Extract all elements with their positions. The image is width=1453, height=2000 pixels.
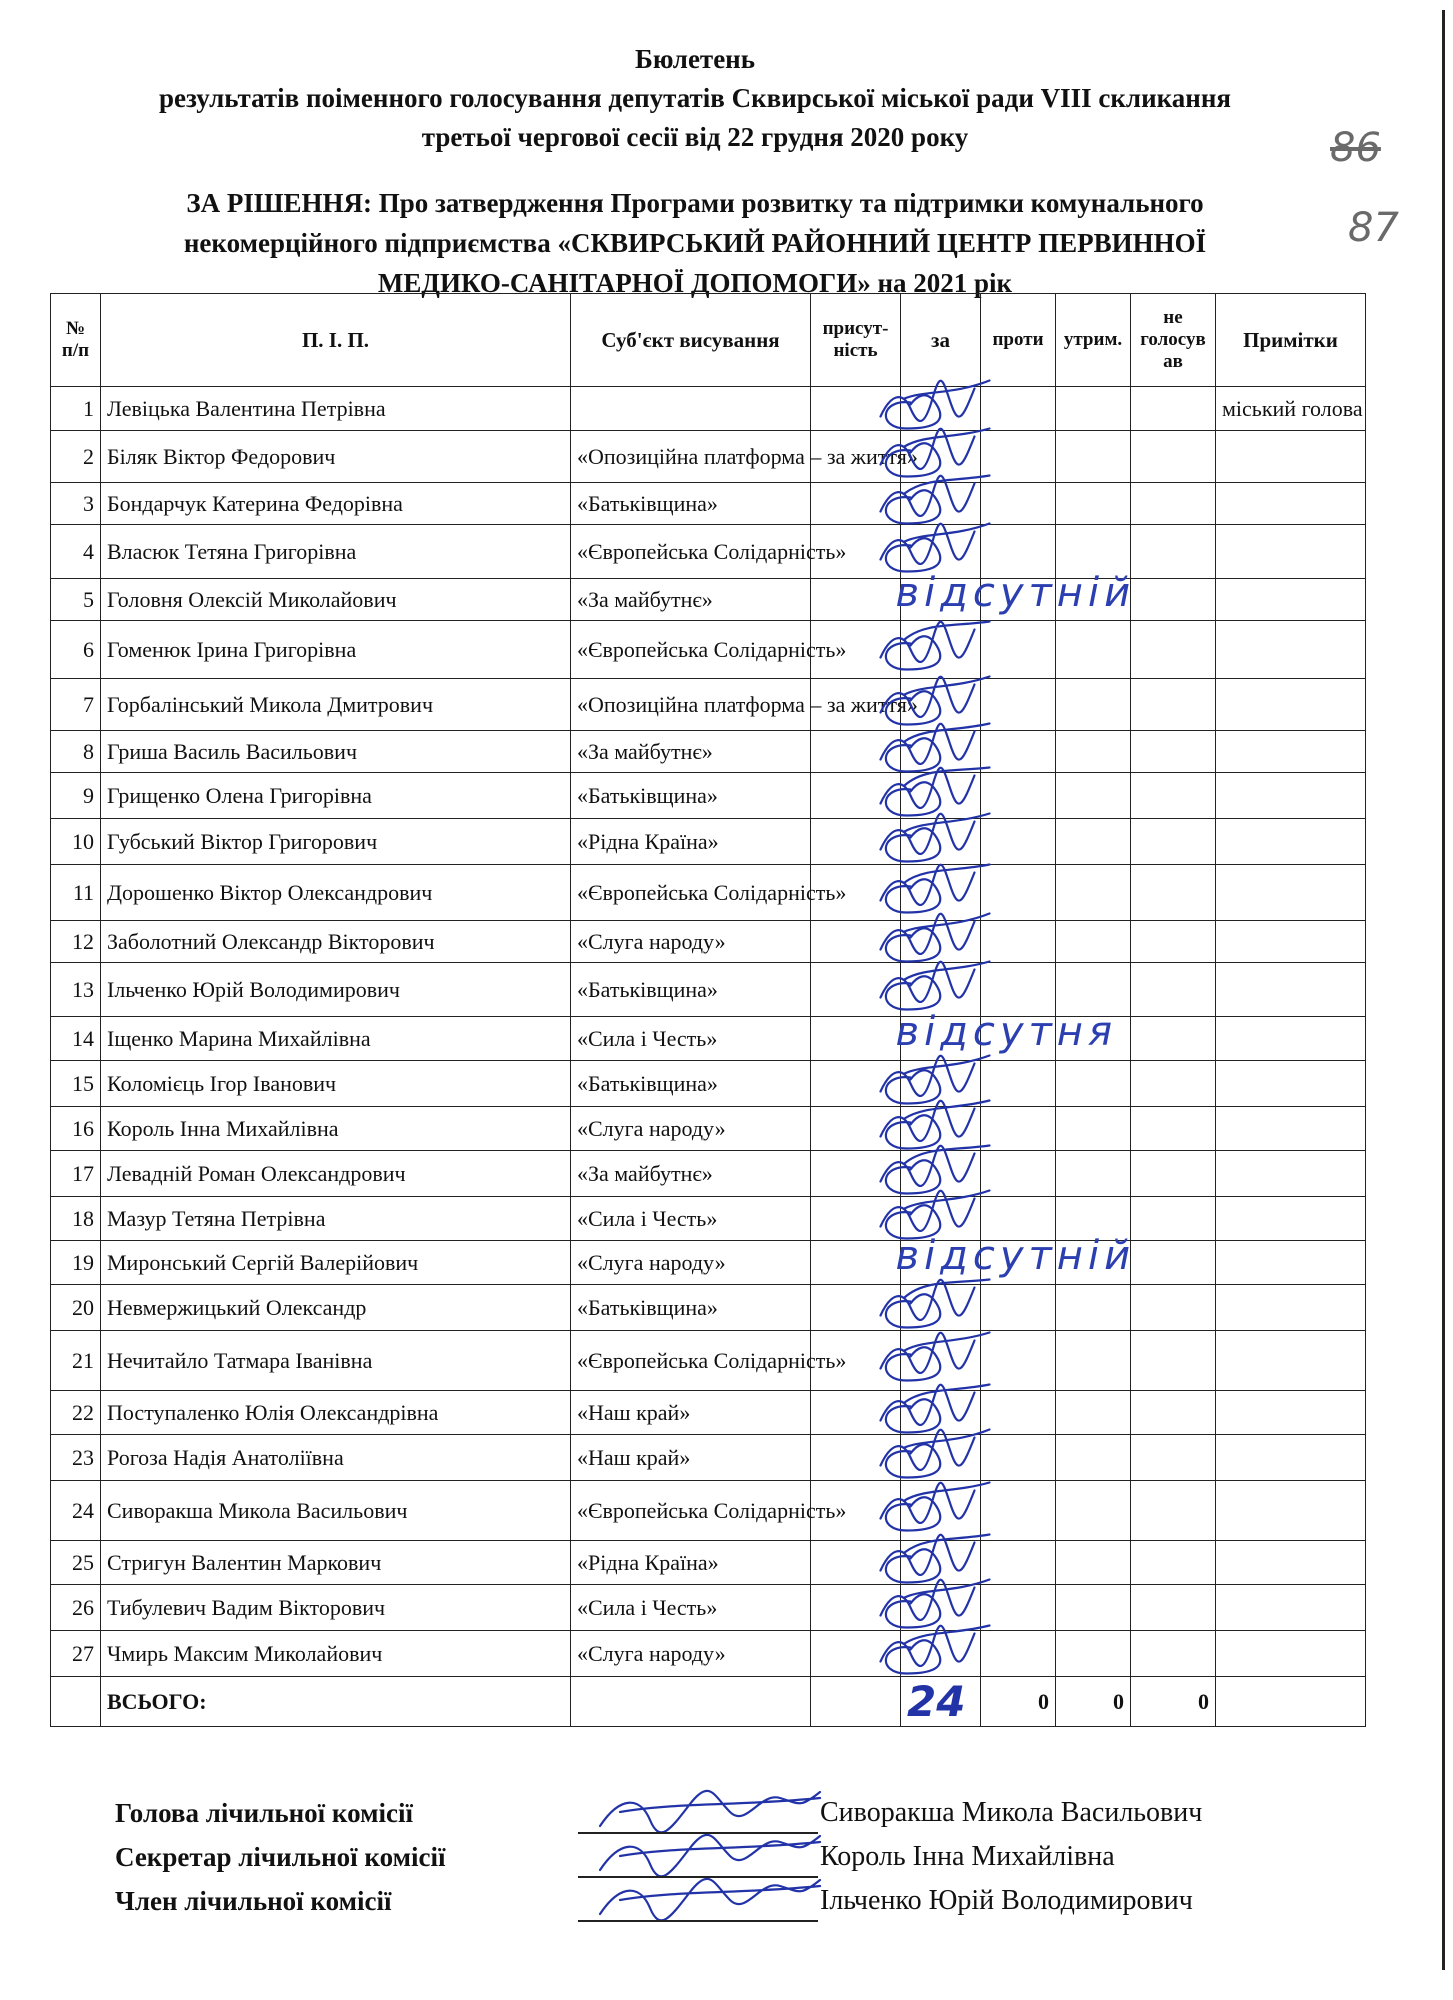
absent-note: відсутня (895, 1008, 1118, 1055)
row-number: 11 (51, 865, 101, 921)
row-number: 6 (51, 621, 101, 679)
deputy-name: Губський Віктор Григорович (101, 819, 571, 865)
subject-line-2: некомерційного підприємства «СКВИРСЬКИЙ РАЙОННИЙ ЦЕНТР ПЕРВИННОЇ (183, 228, 1207, 258)
commission-member-name: Король Інна Михайлівна (820, 1841, 1115, 1872)
deputy-name: Левіцька Валентина Петрівна (101, 387, 571, 431)
deputy-name: Горбалінський Микола Дмитрович (101, 679, 571, 731)
deputy-name: Тибулевич Вадим Вікторович (101, 1585, 571, 1631)
nominating-party: «Слуга народу» (571, 1241, 811, 1285)
subject-line-1: ЗА РІШЕННЯ: Про затвердження Програми розвитку та підтримки комунального (186, 188, 1204, 218)
header-present: присут-ність (811, 294, 901, 387)
row-number: 20 (51, 1285, 101, 1331)
deputy-name: Поступаленко Юлія Олександрівна (101, 1391, 571, 1435)
header-notes: Примітки (1216, 294, 1366, 387)
row-number: 4 (51, 525, 101, 579)
nominating-party: «Європейська Солідарність» (571, 1481, 811, 1541)
nominating-party: «За майбутнє» (571, 1151, 811, 1197)
nominating-party: «Батьківщина» (571, 1285, 811, 1331)
nominating-party: «Батьківщина» (571, 483, 811, 525)
row-number: 19 (51, 1241, 101, 1285)
crossed-page-number: 86 (1330, 125, 1381, 171)
nominating-party: «Слуга народу» (571, 1107, 811, 1151)
commission-member-name: Сиворакша Микола Васильович (820, 1797, 1203, 1828)
commission-member-name: Ільченко Юрій Володимирович (820, 1885, 1193, 1916)
signature-line (578, 1832, 818, 1834)
commission-role: Голова лічильної комісії (115, 1798, 413, 1828)
row-number: 15 (51, 1061, 101, 1107)
absent-note: відсутній (895, 569, 1136, 616)
subject-line-3: МЕДИКО-САНІТАРНОЇ ДОПОМОГИ» на 2021 рік (377, 268, 1013, 298)
deputy-name: Дорошенко Віктор Олександрович (101, 865, 571, 921)
title-line-1: Бюлетень (634, 44, 756, 74)
nominating-party: «За майбутнє» (571, 579, 811, 621)
title-line-2: результатів поіменного голосування депутатів Сквирської міської ради VIII скликання (158, 83, 1232, 113)
header-not-voted: не голосув ав (1131, 294, 1216, 387)
row-number: 14 (51, 1017, 101, 1061)
header-for: за (901, 294, 981, 387)
nominating-party: «Рідна Країна» (571, 1541, 811, 1585)
row-number: 17 (51, 1151, 101, 1197)
deputy-name: Чмирь Максим Миколайович (101, 1631, 571, 1677)
total-against-value: 0 (981, 1677, 1056, 1727)
row-number: 24 (51, 1481, 101, 1541)
row-number: 10 (51, 819, 101, 865)
commission-role: Член лічильної комісії (115, 1886, 392, 1916)
title-line-3: третьої чергової сесії від 22 грудня 2020 року (421, 122, 969, 152)
nominating-party: «Слуга народу» (571, 1631, 811, 1677)
header-against: проти (981, 294, 1056, 387)
row-number: 16 (51, 1107, 101, 1151)
signature-line (578, 1876, 818, 1878)
nominating-party: «Сила і Честь» (571, 1585, 811, 1631)
deputy-name: Король Інна Михайлівна (101, 1107, 571, 1151)
deputy-name: Власюк Тетяна Григорівна (101, 525, 571, 579)
nominating-party: «Опозиційна платформа – за життя» (571, 431, 811, 483)
nominating-party: «Батьківщина» (571, 963, 811, 1017)
deputy-name: Коломієць Ігор Іванович (101, 1061, 571, 1107)
deputy-name: Мазур Тетяна Петрівна (101, 1197, 571, 1241)
row-number: 9 (51, 773, 101, 819)
nominating-party: «Наш край» (571, 1391, 811, 1435)
nominating-party: «Батьківщина» (571, 1061, 811, 1107)
row-number: 25 (51, 1541, 101, 1585)
commission-signature (600, 1791, 820, 1832)
row-number: 26 (51, 1585, 101, 1631)
row-number: 8 (51, 731, 101, 773)
signature-line (578, 1920, 818, 1922)
header-name: П. І. П. (101, 294, 571, 387)
total-for-value: 24 (907, 1677, 966, 1726)
nominating-party: «Слуга народу» (571, 921, 811, 963)
nominating-party: «Європейська Солідарність» (571, 525, 811, 579)
deputy-name: Сиворакша Микола Васильович (101, 1481, 571, 1541)
nominating-party: «Європейська Солідарність» (571, 865, 811, 921)
row-number: 2 (51, 431, 101, 483)
total-label: ВСЬОГО: (101, 1677, 571, 1727)
header-num: № п/п (51, 294, 101, 387)
deputy-name: Рогоза Надія Анатоліївна (101, 1435, 571, 1481)
nominating-party: «Європейська Солідарність» (571, 621, 811, 679)
deputy-name: Головня Олексій Миколайович (101, 579, 571, 621)
row-number: 5 (51, 579, 101, 621)
deputy-name: Стригун Валентин Маркович (101, 1541, 571, 1585)
nominating-party: «Батьківщина» (571, 773, 811, 819)
nominating-party: «Рідна Країна» (571, 819, 811, 865)
commission-role: Секретар лічильної комісії (115, 1842, 446, 1872)
nominating-party: «Опозиційна платформа – за життя» (571, 679, 811, 731)
nominating-party: «Сила і Честь» (571, 1017, 811, 1061)
deputy-name: Грищенко Олена Григорівна (101, 773, 571, 819)
commission-signature (600, 1835, 820, 1876)
nominating-party: «Наш край» (571, 1435, 811, 1481)
row-number: 1 (51, 387, 101, 431)
deputy-name: Гриша Василь Васильович (101, 731, 571, 773)
absent-note: відсутній (895, 1232, 1136, 1279)
header-abstain: утрим. (1056, 294, 1131, 387)
row-number: 23 (51, 1435, 101, 1481)
nominating-party: «Сила і Честь» (571, 1197, 811, 1241)
total-not-voted-value: 0 (1131, 1677, 1216, 1727)
deputy-name: Заболотний Олександр Вікторович (101, 921, 571, 963)
commission-signature (600, 1879, 820, 1920)
notes-cell: міський голова (1216, 387, 1366, 431)
deputy-name: Бондарчук Катерина Федорівна (101, 483, 571, 525)
row-number: 13 (51, 963, 101, 1017)
row-number: 18 (51, 1197, 101, 1241)
row-number: 22 (51, 1391, 101, 1435)
deputy-name: Невмержицький Олександр (101, 1285, 571, 1331)
nominating-party: «За майбутнє» (571, 731, 811, 773)
deputy-name: Миронський Сергій Валерійович (101, 1241, 571, 1285)
nominating-party: «Європейська Солідарність» (571, 1331, 811, 1391)
deputy-name: Левадній Роман Олександрович (101, 1151, 571, 1197)
row-number: 21 (51, 1331, 101, 1391)
row-number: 27 (51, 1631, 101, 1677)
deputy-name: Ільченко Юрій Володимирович (101, 963, 571, 1017)
deputy-name: Іщенко Марина Михайлівна (101, 1017, 571, 1061)
page-number: 87 (1348, 205, 1399, 251)
total-abstain-value: 0 (1056, 1677, 1131, 1727)
row-number: 3 (51, 483, 101, 525)
row-number: 12 (51, 921, 101, 963)
deputy-name: Нечитайло Татмара Іванівна (101, 1331, 571, 1391)
deputy-name: Гоменюк Ірина Григорівна (101, 621, 571, 679)
row-number: 7 (51, 679, 101, 731)
header-party: Суб'єкт висування (571, 294, 811, 387)
deputy-name: Біляк Віктор Федорович (101, 431, 571, 483)
